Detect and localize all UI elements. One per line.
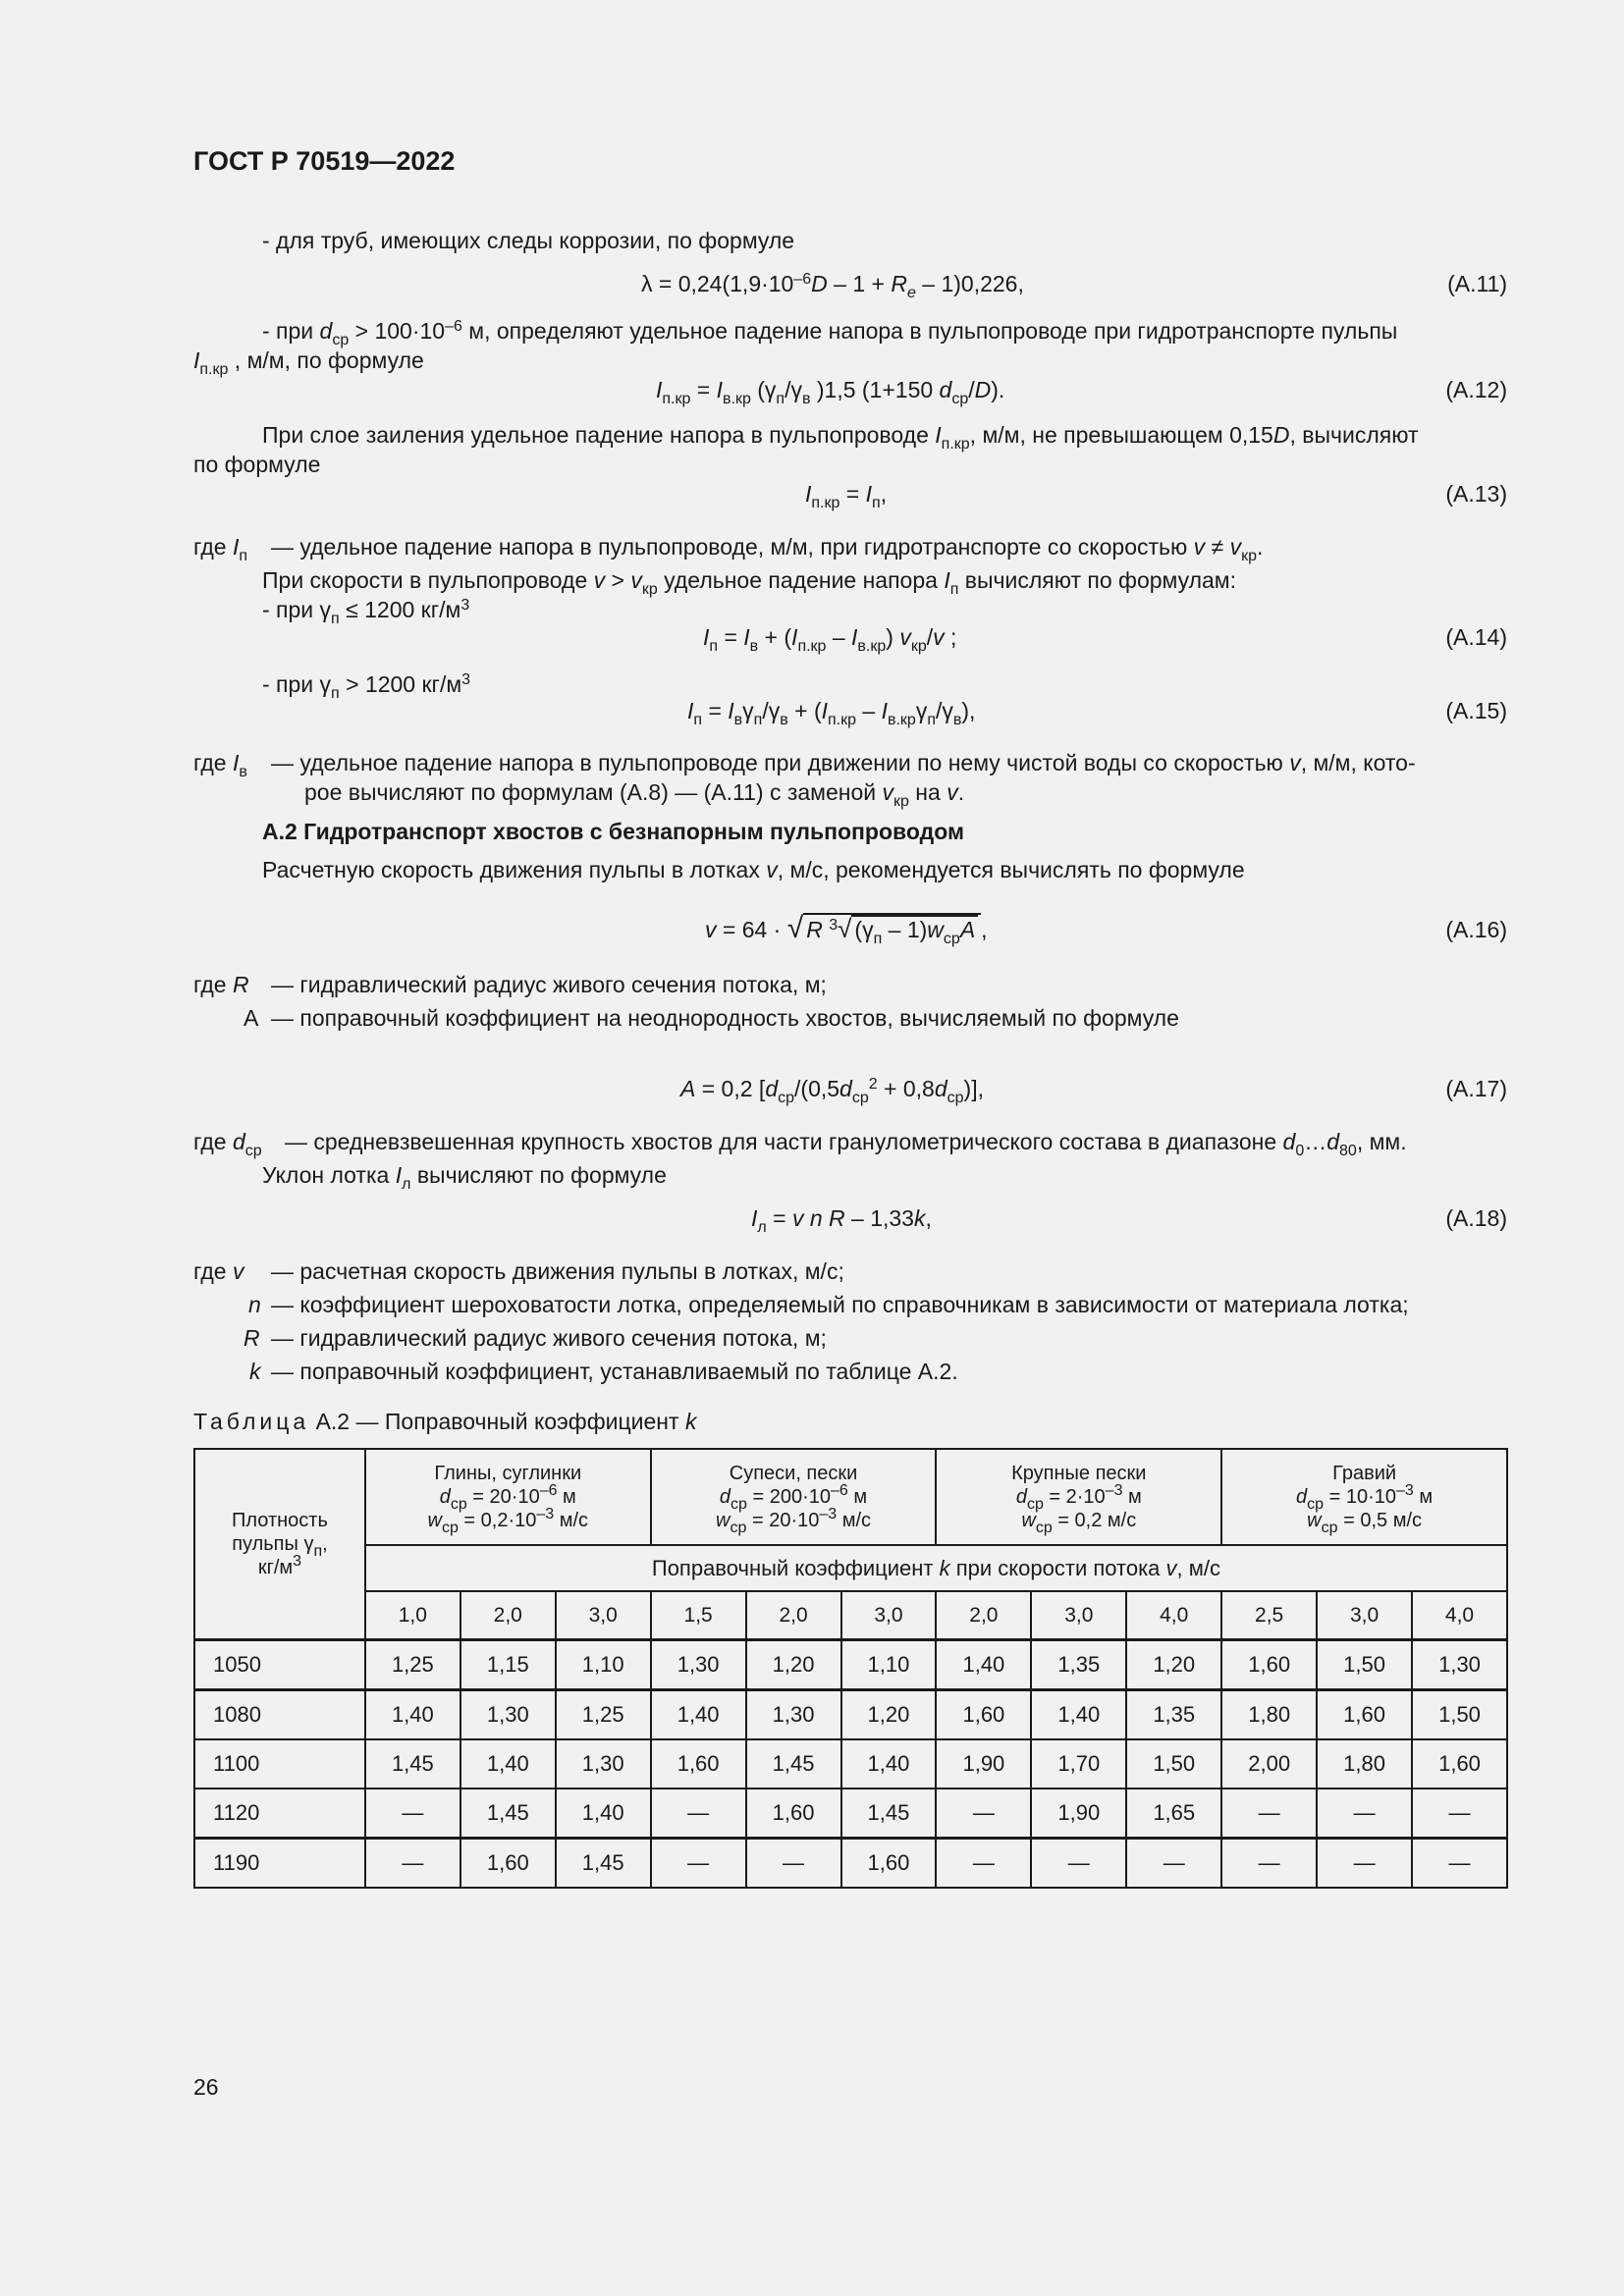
- definition-dcp: где $d_{ср}$: [193, 1129, 262, 1159]
- definition-ip: где $I_п$: [193, 534, 248, 564]
- table-cell: 1,10: [841, 1640, 937, 1690]
- density-cell: 1050: [194, 1640, 365, 1690]
- definition-v: где v: [193, 1258, 244, 1284]
- table-cell: 1,45: [556, 1839, 651, 1889]
- table-cell: 1,90: [1031, 1789, 1126, 1839]
- formula-a12: $I_{п.кр} = I_{в.кр}$ ($\gamma_п/\gamma_в$ )1,5 (1+150 $d_{ср}/D$).: [656, 377, 1005, 407]
- table-cell: 2,00: [1221, 1739, 1317, 1789]
- speed-row: [194, 1591, 1507, 1640]
- formula-number-a13: (А.13): [1445, 481, 1507, 507]
- table-cell: 1,60: [1221, 1640, 1317, 1690]
- table-cell: 1,60: [936, 1690, 1031, 1740]
- definition-iv-text: — удельное падение напора в пульпопроводе при движении по нему чистой воды со скоростью v, м/м, кото-: [271, 750, 1416, 775]
- table-cell: —: [936, 1839, 1031, 1889]
- formula-number-a17: (А.17): [1445, 1076, 1507, 1101]
- table-cell: 1,45: [365, 1739, 460, 1789]
- definition-k-text: — поправочный коэффициент, устанавливаемый по таблице А.2.: [271, 1359, 958, 1384]
- table-cell: 1,35: [1031, 1640, 1126, 1690]
- table-cell: 1,40: [936, 1640, 1031, 1690]
- density-cell: 1080: [194, 1690, 365, 1740]
- table-cell: —: [651, 1789, 746, 1839]
- speed-cell: 2,0: [936, 1591, 1031, 1640]
- formula-a15: $I_п = I_в\gamma_п/\gamma_в + (I_{п.кр} - I_{в.кр}\gamma_п/\gamma_в)$,: [687, 698, 976, 728]
- group-header-coarse-sand: Крупные пески $d_{ср} = 2\cdot 10^{-3}$ м $w_{ср} = 0,2$ м/с: [936, 1449, 1221, 1545]
- speed-cell: 1,5: [651, 1591, 746, 1640]
- table-cell: —: [1031, 1839, 1126, 1889]
- formula-number-a14: (А.14): [1445, 624, 1507, 650]
- formula-a14: $I_п = I_в + (I_{п.кр} - I_{в.кр})$ $v_{кр}/v$ ;: [703, 624, 957, 655]
- table-cell: —: [1412, 1839, 1507, 1889]
- table-cell: 1,50: [1126, 1739, 1221, 1789]
- speed-cell: 3,0: [841, 1591, 937, 1640]
- table-cell: 1,35: [1126, 1690, 1221, 1740]
- formula-a18: $I_л = v$ n R – 1,33k,: [751, 1205, 932, 1236]
- table-cell: 1,90: [936, 1739, 1031, 1789]
- table-cell: 1,20: [746, 1640, 841, 1690]
- section-heading-a2: А.2 Гидротранспорт хвостов с безнапорным пульпопроводом: [262, 819, 964, 844]
- paragraph-silting: При слое заиления удельное падение напора в пульпопроводе $I_{п.кр}$, м/м, не превышающем 0,15D, вычисляют: [262, 422, 1419, 453]
- table-cell: 1,80: [1317, 1739, 1412, 1789]
- group-header-gravel: Гравий $d_{ср} = 10\cdot 10^{-3}$ м $w_{ср} = 0,5$ м/с: [1221, 1449, 1507, 1545]
- table-cell: 1,40: [841, 1739, 937, 1789]
- table-cell: 1,15: [460, 1640, 556, 1690]
- table-row: [194, 1690, 1507, 1740]
- speed-cell: 3,0: [1031, 1591, 1126, 1640]
- speed-cell: 1,0: [365, 1591, 460, 1640]
- table-cell: 1,60: [841, 1839, 937, 1889]
- paragraph-flume-speed: Расчетную скорость движения пульпы в лотках v, м/с, рекомендуется вычислять по формуле: [262, 857, 1245, 882]
- formula-a13: $I_{п.кр} = I_п$,: [805, 481, 888, 511]
- definition-dcp-text: — средневзвешенная крупность хвостов для части гранулометрического состава в диапазоне $d_0\dots d_{80}$, мм.: [285, 1129, 1407, 1159]
- table-cell: 1,25: [556, 1690, 651, 1740]
- correction-coefficient-table: [193, 1448, 1508, 1889]
- cube-root-sign: √: [838, 914, 852, 943]
- definition-n: n: [248, 1292, 261, 1317]
- speed-cell: 2,0: [746, 1591, 841, 1640]
- formula-a17: A = 0,2 $[d_{ср}/(0,5d_{ср}^2 + 0,8d_{ср})]$,: [680, 1076, 984, 1106]
- definition-k: k: [249, 1359, 261, 1384]
- table-cell: 1,30: [1412, 1640, 1507, 1690]
- definition-n-text: — коэффициент шероховатости лотка, определяемый по справочникам в зависимости от материала лотка;: [271, 1292, 1409, 1317]
- formula-number-a15: (А.15): [1445, 698, 1507, 723]
- group-header-sandy-loam: Супеси, пески $d_{ср} = 200\cdot 10^{-6}$ м $w_{ср} = 20\cdot 10^{-3}$ м/с: [651, 1449, 937, 1545]
- sqrt-sign: √: [786, 912, 804, 944]
- formula-a16: v = 64 · √ R $^3$√ $(\gamma_п - 1)w_{ср}A$ ,: [705, 912, 988, 947]
- speed-cell: 2,5: [1221, 1591, 1317, 1640]
- formula-number-a12: (А.12): [1445, 377, 1507, 402]
- paragraph-dcp-condition-cont: $I_{п.кр}$ , м/м, по формуле: [193, 347, 424, 378]
- table-cell: 1,80: [1221, 1690, 1317, 1740]
- table-cell: 1,60: [746, 1789, 841, 1839]
- table-cell: 1,60: [651, 1739, 746, 1789]
- table-cell: 1,10: [556, 1640, 651, 1690]
- formula-a11: $\lambda = 0,24(1,9\cdot 10^{-6}D - 1 + R_e - 1)0,226$,: [641, 271, 1024, 301]
- table-cell: —: [1412, 1789, 1507, 1839]
- density-cell: 1190: [194, 1839, 365, 1889]
- table-row: [194, 1839, 1507, 1889]
- table-cell: 1,20: [1126, 1640, 1221, 1690]
- table-cell: —: [651, 1839, 746, 1889]
- table-cell: 1,45: [460, 1789, 556, 1839]
- formula-number-a16: (А.16): [1445, 917, 1507, 942]
- definition-r-text: — гидравлический радиус живого сечения потока, м;: [271, 972, 827, 997]
- table-caption: Таблица А.2 — Поправочный коэффициент k: [193, 1409, 697, 1434]
- paragraph-dcp-condition: - при $d_{ср} > 100\cdot 10^{-6}$ м, определяют удельное падение напора в пульпопроводе при гидротранспорте пульпы: [262, 318, 1398, 348]
- table-cell: 1,20: [841, 1690, 937, 1740]
- table-row: [194, 1739, 1507, 1789]
- density-header: Плотность пульпы $\gamma_п$, $кг/м^3$: [194, 1449, 365, 1640]
- definition-r: где R: [193, 972, 249, 997]
- paragraph-silting-cont: по формуле: [193, 452, 321, 477]
- definition-iv-text-cont: рое вычисляют по формулам (А.8) — (А.11) с заменой $v_{кр}$ на v.: [304, 779, 965, 810]
- speed-subheader: Поправочный коэффициент k при скорости потока v, м/с: [365, 1545, 1507, 1591]
- table-cell: 1,45: [746, 1739, 841, 1789]
- table-cell: —: [1221, 1839, 1317, 1889]
- density-cell: 1120: [194, 1789, 365, 1839]
- paragraph-speed-above: При скорости в пульпопроводе $v > v_{кр}$ удельное падение напора $I_п$ вычисляют по формулам:: [262, 567, 1237, 598]
- table-cell: —: [746, 1839, 841, 1889]
- table-row: [194, 1640, 1507, 1690]
- table-row: [194, 1789, 1507, 1839]
- density-cell: 1100: [194, 1739, 365, 1789]
- table-cell: 1,45: [841, 1789, 937, 1839]
- definition-r2-text: — гидравлический радиус живого сечения потока, м;: [271, 1325, 827, 1351]
- table-cell: 1,30: [651, 1640, 746, 1690]
- table-cell: 1,60: [460, 1839, 556, 1889]
- table-cell: 1,50: [1412, 1690, 1507, 1740]
- group-header-clay: Глины, суглинки $d_{ср} = 20\cdot 10^{-6}$ м $w_{ср} = 0,2\cdot 10^{-3}$ м/с: [365, 1449, 651, 1545]
- table-cell: 1,30: [556, 1739, 651, 1789]
- formula-number-a11: (А.11): [1447, 271, 1507, 296]
- table-cell: 1,40: [1031, 1690, 1126, 1740]
- table-cell: 1,30: [746, 1690, 841, 1740]
- table-cell: 1,40: [556, 1789, 651, 1839]
- table-cell: —: [936, 1789, 1031, 1839]
- paragraph-slope: Уклон лотка $I_л$ вычисляют по формуле: [262, 1162, 667, 1193]
- table-cell: 1,60: [1317, 1690, 1412, 1740]
- table-cell: —: [1317, 1839, 1412, 1889]
- definition-r2: R: [244, 1325, 260, 1351]
- condition-le-1200: - при $\gamma_п \le 1200$ $кг/м^3$: [262, 597, 470, 627]
- definition-a-text: — поправочный коэффициент на неоднородность хвостов, вычисляемый по формуле: [271, 1005, 1179, 1031]
- table-cell: 1,70: [1031, 1739, 1126, 1789]
- condition-gt-1200: - при $\gamma_п > 1200$ $кг/м^3$: [262, 671, 471, 702]
- speed-cell: 3,0: [556, 1591, 651, 1640]
- document-header: ГОСТ Р 70519—2022: [193, 146, 456, 176]
- definition-iv: где $I_в$: [193, 750, 247, 780]
- table-cell: —: [365, 1789, 460, 1839]
- sqrt-radicand: R $^3$√ $(\gamma_п - 1)w_{ср}A$: [803, 913, 981, 942]
- definition-ip-text: — удельное падение напора в пульпопроводе, м/м, при гидротранспорте со скоростью $v \ne v_{кр}$.: [271, 534, 1264, 564]
- table-cell: 1,65: [1126, 1789, 1221, 1839]
- table-cell: 1,40: [460, 1739, 556, 1789]
- paragraph-corrosion: - для труб, имеющих следы коррозии, по формуле: [262, 228, 795, 253]
- table-cell: —: [365, 1839, 460, 1889]
- table-cell: 1,50: [1317, 1640, 1412, 1690]
- table-cell: 1,30: [460, 1690, 556, 1740]
- table-cell: 1,25: [365, 1640, 460, 1690]
- page-number: 26: [193, 2074, 219, 2100]
- table-cell: —: [1221, 1789, 1317, 1839]
- table-cell: 1,60: [1412, 1739, 1507, 1789]
- formula-number-a18: (А.18): [1445, 1205, 1507, 1231]
- speed-cell: 2,0: [460, 1591, 556, 1640]
- table-cell: 1,40: [365, 1690, 460, 1740]
- table-cell: 1,40: [651, 1690, 746, 1740]
- speed-cell: 4,0: [1412, 1591, 1507, 1640]
- table-cell: —: [1126, 1839, 1221, 1889]
- speed-cell: 3,0: [1317, 1591, 1412, 1640]
- definition-a: A: [244, 1005, 259, 1031]
- table-cell: —: [1317, 1789, 1412, 1839]
- definition-v-text: — расчетная скорость движения пульпы в лотках, м/с;: [271, 1258, 844, 1284]
- speed-cell: 4,0: [1126, 1591, 1221, 1640]
